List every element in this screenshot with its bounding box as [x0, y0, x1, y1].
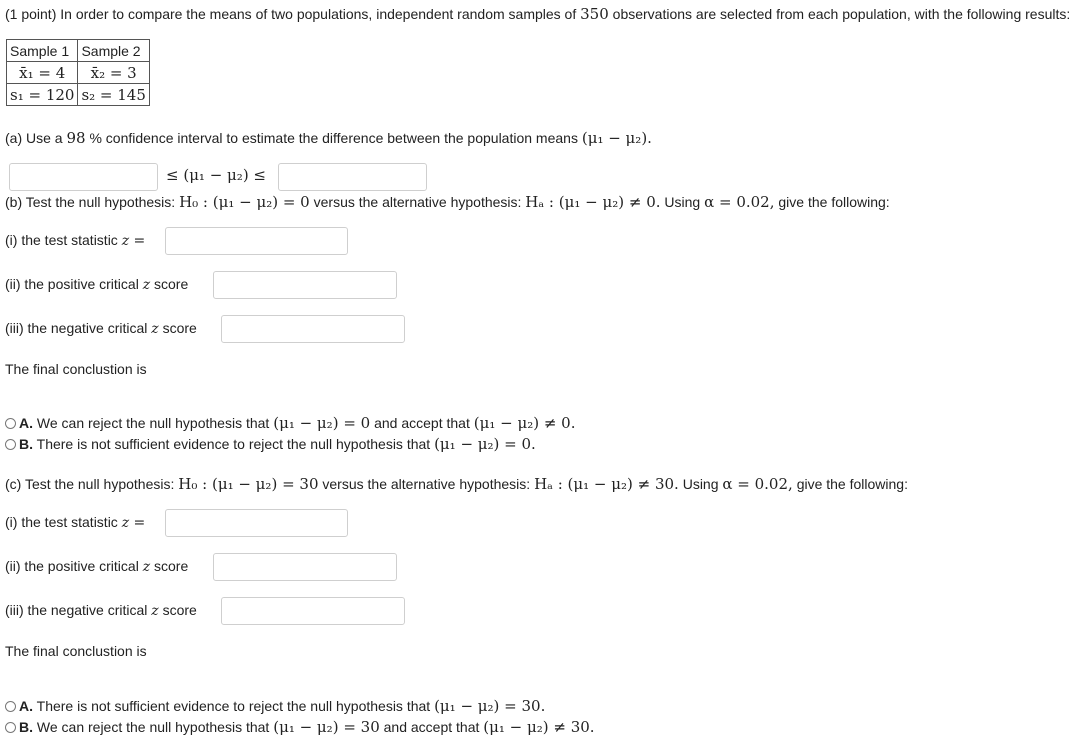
radio-button[interactable] [5, 701, 16, 712]
part-a-text: (a) Use a [5, 130, 63, 146]
part-c-option-b[interactable] [5, 718, 595, 736]
part-c-alt-hypothesis: Hₐ : (μ₁ − μ₂) ≠ 30. [534, 475, 679, 493]
part-b-text: versus the alternative hypothesis: [313, 194, 522, 210]
option-math: (μ₁ − μ₂) ≠ 30. [483, 718, 595, 736]
part-a-text: % confidence interval to estimate the difference between the population means [89, 130, 578, 146]
part-c-text: versus the alternative hypothesis: [322, 476, 531, 492]
radio-button[interactable] [5, 722, 16, 733]
table-header: Sample 1 [7, 40, 78, 62]
part-c-null-hypothesis: H₀ : (μ₁ − μ₂) = 30 [178, 475, 319, 493]
option-letter: A. [19, 415, 33, 431]
table-cell: x̄₂ = 3 [78, 62, 149, 84]
table-row [7, 62, 150, 84]
part-c-text: give the following: [796, 476, 908, 492]
option-math: (μ₁ − μ₂) = 30. [434, 697, 546, 715]
ci-lower-input[interactable] [9, 163, 158, 191]
option-math: (μ₁ − μ₂) = 0. [434, 435, 536, 453]
part-c-text: (c) Test the null hypothesis: [5, 476, 175, 492]
label-var: z = [121, 233, 146, 249]
option-text: and accept that [383, 719, 480, 735]
label-text: (ii) the positive critical [5, 558, 139, 574]
table-cell: s₁ = 120 [7, 84, 78, 106]
part-c-test-statistic-input[interactable] [165, 509, 348, 537]
label-var: z [151, 321, 159, 337]
part-c-iii-label [5, 602, 197, 619]
label-text: score [162, 320, 197, 336]
part-a-prompt [5, 129, 652, 147]
part-c-alpha: α = 0.02, [722, 475, 793, 493]
sample-data-table [6, 39, 150, 106]
part-c-prompt [5, 475, 908, 493]
table-header: Sample 2 [78, 40, 149, 62]
option-math: (μ₁ − μ₂) = 30 [273, 718, 380, 736]
part-b-iii-label [5, 320, 197, 337]
points-label: (1 point) [5, 6, 57, 22]
option-letter: A. [19, 698, 33, 714]
part-c-ii-label [5, 558, 188, 575]
label-text: (i) the test statistic [5, 514, 118, 530]
part-b-text: Using [664, 194, 701, 210]
label-var: z [142, 559, 151, 575]
option-text: and accept that [374, 415, 470, 431]
label-text: (iii) the negative critical [5, 602, 148, 618]
label-text: (iii) the negative critical [5, 320, 148, 336]
problem-text: In order to compare the means of two populations, independent random samples of [60, 6, 577, 22]
part-b-option-a[interactable] [5, 414, 575, 432]
part-b-alpha: α = 0.02, [704, 193, 775, 211]
part-b-option-b[interactable] [5, 435, 536, 453]
part-b-positive-critical-input[interactable] [213, 271, 397, 299]
option-text: There is not sufficient evidence to reject the null hypothesis that [36, 436, 431, 452]
table-row [7, 84, 150, 106]
part-c-text: Using [682, 476, 719, 492]
radio-button[interactable] [5, 439, 16, 450]
part-b-i-label [5, 232, 145, 249]
part-c-option-a[interactable] [5, 697, 545, 715]
confidence-level: 98 [66, 129, 86, 147]
part-c-i-label [5, 514, 145, 531]
part-b-alt-hypothesis: Hₐ : (μ₁ − μ₂) ≠ 0. [525, 193, 661, 211]
part-b-test-statistic-input[interactable] [165, 227, 348, 255]
ci-upper-input[interactable] [278, 163, 427, 191]
part-c-positive-critical-input[interactable] [213, 553, 397, 581]
part-b-ii-label [5, 276, 188, 293]
option-text: There is not sufficient evidence to reject the null hypothesis that [36, 698, 431, 714]
sample-size: 350 [580, 5, 609, 23]
label-text: score [154, 558, 189, 574]
part-b-negative-critical-input[interactable] [221, 315, 405, 343]
table-header-row [7, 40, 150, 62]
part-b-null-hypothesis: H₀ : (μ₁ − μ₂) = 0 [179, 193, 310, 211]
label-var: z [151, 603, 159, 619]
label-text: (i) the test statistic [5, 232, 118, 248]
part-b-text: (b) Test the null hypothesis: [5, 194, 176, 210]
part-b-conclusion-label: The final conclustion is [5, 361, 147, 377]
option-letter: B. [19, 436, 33, 452]
part-b-text: give the following: [778, 194, 890, 210]
label-text: score [154, 276, 189, 292]
part-c-conclusion-label: The final conclustion is [5, 643, 147, 659]
part-c-negative-critical-input[interactable] [221, 597, 405, 625]
table-cell: s₂ = 145 [78, 84, 149, 106]
label-text: score [162, 602, 197, 618]
option-text: We can reject the null hypothesis that [36, 719, 270, 735]
option-text: We can reject the null hypothesis that [36, 415, 270, 431]
problem-statement [5, 5, 1070, 23]
option-math: (μ₁ − μ₂) = 0 [273, 414, 371, 432]
part-a-math: (μ₁ − μ₂). [581, 129, 652, 147]
option-math: (μ₁ − μ₂) ≠ 0. [473, 414, 576, 432]
option-letter: B. [19, 719, 33, 735]
problem-tail: observations are selected from each population, with the following results: [612, 6, 1071, 22]
radio-button[interactable] [5, 418, 16, 429]
label-var: z [142, 277, 151, 293]
label-text: (ii) the positive critical [5, 276, 139, 292]
label-var: z = [121, 515, 146, 531]
table-cell: x̄₁ = 4 [7, 62, 78, 84]
ci-middle-expression: ≤ (μ₁ − μ₂) ≤ [166, 166, 267, 184]
part-b-prompt [5, 193, 890, 211]
